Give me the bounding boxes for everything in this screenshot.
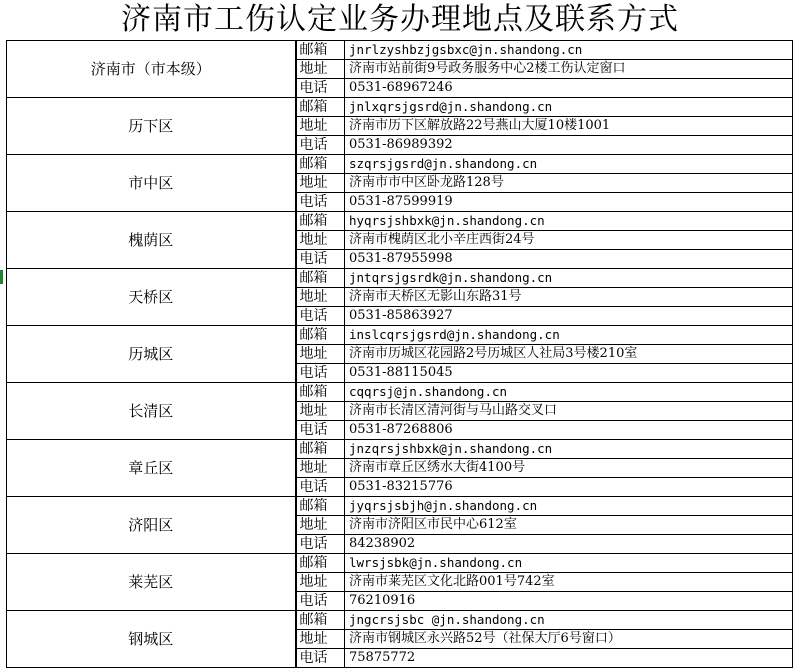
phone-label-cell[interactable]: 电话 (296, 250, 345, 269)
email-label-cell[interactable]: 邮箱 (296, 155, 345, 174)
district-name-cell[interactable]: 天桥区 (7, 269, 296, 326)
phone-value-cell[interactable]: 0531-87955998 (345, 250, 793, 269)
address-value-cell[interactable]: 济南市长清区清河街与马山路交叉口 (345, 402, 793, 421)
email-value-cell[interactable]: lwrsjsbk@jn.shandong.cn (345, 554, 793, 573)
address-value-cell[interactable]: 济南市章丘区绣水大街4100号 (345, 459, 793, 478)
email-label-cell[interactable]: 邮箱 (296, 440, 345, 459)
email-value-cell[interactable]: jyqrsjsbjh@jn.shandong.cn (345, 497, 793, 516)
table-row (7, 98, 793, 117)
phone-value-cell[interactable]: 0531-85863927 (345, 307, 793, 326)
address-value-cell[interactable]: 济南市钢城区永兴路52号（社保大厅6号窗口） (345, 630, 793, 649)
address-label-cell[interactable]: 地址 (296, 573, 345, 592)
phone-label-cell[interactable]: 电话 (296, 79, 345, 98)
district-name-cell[interactable]: 历城区 (7, 326, 296, 383)
phone-value-cell[interactable]: 0531-88115045 (345, 364, 793, 383)
district-name-cell[interactable]: 钢城区 (7, 611, 296, 668)
phone-label-cell[interactable]: 电话 (296, 478, 345, 497)
address-value-cell[interactable]: 济南市天桥区无影山东路31号 (345, 288, 793, 307)
table-row (7, 326, 793, 345)
email-value-cell[interactable]: cqqrsj@jn.shandong.cn (345, 383, 793, 402)
email-value-cell[interactable]: hyqrsjshbxk@jn.shandong.cn (345, 212, 793, 231)
contact-table (6, 40, 793, 668)
address-label-cell[interactable]: 地址 (296, 516, 345, 535)
district-name-cell[interactable]: 长清区 (7, 383, 296, 440)
email-value-cell[interactable]: jnlxqrsjgsrd@jn.shandong.cn (345, 98, 793, 117)
phone-label-cell[interactable]: 电话 (296, 535, 345, 554)
district-name-cell[interactable]: 历下区 (7, 98, 296, 155)
address-value-cell[interactable]: 济南市济阳区市民中心612室 (345, 516, 793, 535)
email-label-cell[interactable]: 邮箱 (296, 212, 345, 231)
phone-label-cell[interactable]: 电话 (296, 421, 345, 440)
phone-value-cell[interactable]: 0531-87268806 (345, 421, 793, 440)
phone-label-cell[interactable]: 电话 (296, 592, 345, 611)
email-label-cell[interactable]: 邮箱 (296, 269, 345, 288)
email-label-cell[interactable]: 邮箱 (296, 326, 345, 345)
email-label-cell[interactable]: 邮箱 (296, 554, 345, 573)
phone-label-cell[interactable]: 电话 (296, 136, 345, 155)
email-label-cell[interactable]: 邮箱 (296, 98, 345, 117)
email-label-cell[interactable]: 邮箱 (296, 497, 345, 516)
address-label-cell[interactable]: 地址 (296, 117, 345, 136)
address-label-cell[interactable]: 地址 (296, 402, 345, 421)
address-label-cell[interactable]: 地址 (296, 459, 345, 478)
address-value-cell[interactable]: 济南市市中区卧龙路128号 (345, 174, 793, 193)
email-value-cell[interactable]: jnrlzyshbzjgsbxc@jn.shandong.cn (345, 41, 793, 60)
email-label-cell[interactable]: 邮箱 (296, 611, 345, 630)
email-label-cell[interactable]: 邮箱 (296, 41, 345, 60)
address-value-cell[interactable]: 济南市历城区花园路2号历城区人社局3号楼210室 (345, 345, 793, 364)
address-label-cell[interactable]: 地址 (296, 174, 345, 193)
contact-table-body (7, 41, 793, 668)
email-value-cell[interactable]: jngcrsjsbc @jn.shandong.cn (345, 611, 793, 630)
district-name-cell[interactable]: 槐荫区 (7, 212, 296, 269)
email-value-cell[interactable]: jnzqrsjshbxk@jn.shandong.cn (345, 440, 793, 459)
address-value-cell[interactable]: 济南市站前街9号政务服务中心2楼工伤认定窗口 (345, 60, 793, 79)
contact-table-container (6, 40, 792, 667)
address-value-cell[interactable]: 济南市槐荫区北小辛庄西街24号 (345, 231, 793, 250)
phone-value-cell[interactable]: 75875772 (345, 649, 793, 668)
phone-value-cell[interactable]: 0531-87599919 (345, 193, 793, 212)
table-row (7, 611, 793, 630)
table-row (7, 440, 793, 459)
table-row (7, 41, 793, 60)
page-title: 济南市工伤认定业务办理地点及联系方式 (121, 2, 679, 37)
email-value-cell[interactable]: jntqrsjgsrdk@jn.shandong.cn (345, 269, 793, 288)
email-value-cell[interactable]: szqrsjgsrd@jn.shandong.cn (345, 155, 793, 174)
table-row (7, 497, 793, 516)
phone-label-cell[interactable]: 电话 (296, 364, 345, 383)
address-label-cell[interactable]: 地址 (296, 345, 345, 364)
phone-label-cell[interactable]: 电话 (296, 307, 345, 326)
district-name-cell[interactable]: 济阳区 (7, 497, 296, 554)
phone-value-cell[interactable]: 0531-86989392 (345, 136, 793, 155)
phone-value-cell[interactable]: 84238902 (345, 535, 793, 554)
address-value-cell[interactable]: 济南市莱芜区文化北路001号742室 (345, 573, 793, 592)
district-name-cell[interactable]: 济南市（市本级） (7, 41, 296, 98)
address-label-cell[interactable]: 地址 (296, 60, 345, 79)
phone-value-cell[interactable]: 0531-83215776 (345, 478, 793, 497)
email-value-cell[interactable]: inslcqrsjgsrd@jn.shandong.cn (345, 326, 793, 345)
phone-label-cell[interactable]: 电话 (296, 649, 345, 668)
address-label-cell[interactable]: 地址 (296, 630, 345, 649)
district-name-cell[interactable]: 莱芜区 (7, 554, 296, 611)
district-name-cell[interactable]: 市中区 (7, 155, 296, 212)
email-label-cell[interactable]: 邮箱 (296, 383, 345, 402)
phone-value-cell[interactable]: 0531-68967246 (345, 79, 793, 98)
address-value-cell[interactable]: 济南市历下区解放路22号燕山大厦10楼1001 (345, 117, 793, 136)
table-row (7, 155, 793, 174)
table-row (7, 269, 793, 288)
table-row (7, 554, 793, 573)
address-label-cell[interactable]: 地址 (296, 231, 345, 250)
table-row (7, 212, 793, 231)
table-row (7, 383, 793, 402)
district-name-cell[interactable]: 章丘区 (7, 440, 296, 497)
phone-value-cell[interactable]: 76210916 (345, 592, 793, 611)
cell-cursor-marker (0, 270, 3, 284)
phone-label-cell[interactable]: 电话 (296, 193, 345, 212)
address-label-cell[interactable]: 地址 (296, 288, 345, 307)
